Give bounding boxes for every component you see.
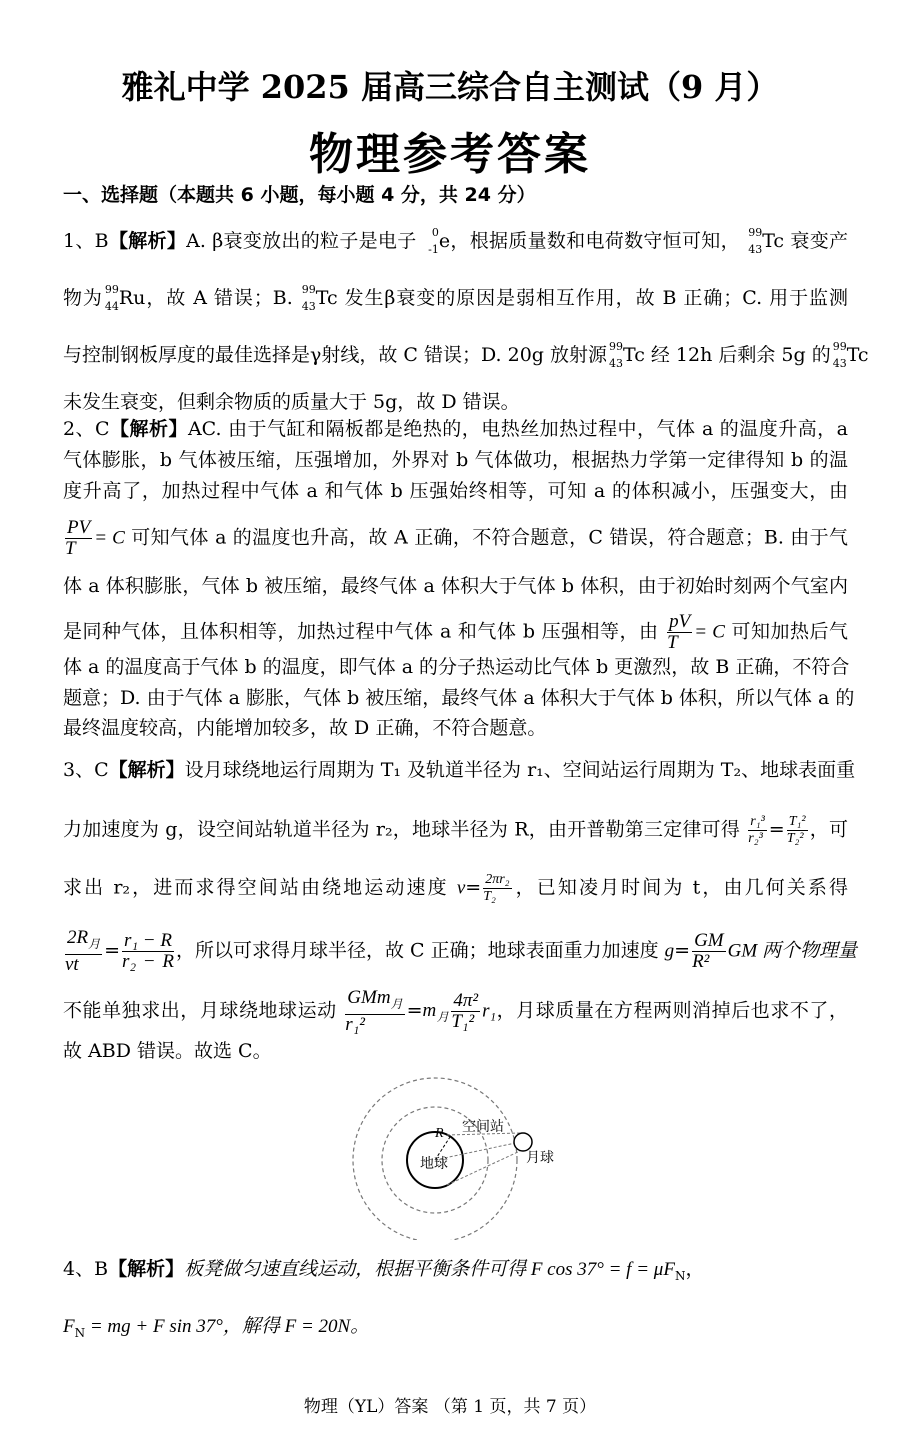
q3-line-1: 3、C【解析】设月球绕地运行周期为 T₁ 及轨道半径为 r₁、空间站运行周期为 T₂、地球表面重 [63,759,856,781]
q2-line-8: 题意；D. 由于气体 a 膨胀，气体 b 被压缩，最终气体 a 体积大于气体 b 体积，所以气体 a 的 [63,687,855,709]
formula-gravity: $\frac{GM}{\text{R²}}$ [692,929,724,972]
q1-line-4: 未发生衰变，但剩余物质的质量大于 5g，故 D 错误。 [63,391,520,413]
q2-line-5: 体 a 体积膨胀，气体 b 被压缩，最终气体 a 体积大于气体 b 体积，由于初始时刻两个气室内 [63,575,848,597]
moon-label: 月球 [526,1150,554,1166]
formula-orbit: $\frac{GMm_月}{\text{r₁²}}$ [345,987,403,1035]
q1-line-3: 与控制钢板厚度的最佳选择是γ射线，故 C 错误；D. 20g 放射源 99 43 Tc 经 12h 后剩余 5g 的 99 43 Tc [63,340,869,370]
q3-line-2: 力加速度为 g，设空间站轨道半径为 r₂，地球半径为 R，由开普勒第三定律可得 $\frac{\text{r₁³}}{\text{r₂³}}$ = $\frac{\text{T₁²}}{\text{T₂²}}$ ，可 [63,814,848,846]
formula-kepler: $\frac{\text{r₁³}}{\text{r₂³}}$ [748,814,765,846]
q2-line-7: 体 a 的温度高于气体 b 的温度，即气体 a 的分子热运动比气体 b 更激烈，故 B 正确，不符合 [63,656,850,678]
q2-line-4: $\frac{PV}{T}$ = C 可知气体 a 的温度也升高，故 A 正确，不符合题意，C 错误，符合题意；B. 由于气 [65,517,848,559]
q3-line-5: 不能单独求出，月球绕地球运动 $\frac{GMm_月}{\text{r₁²}}$ $=m_月$ $\frac{\text{4π²}}{\text{T₁²}}$ r₁，月球质量在方程两则消掉后也求不了， [63,987,848,1035]
earth-label: 地球 [420,1156,448,1172]
formula-geometry: $\frac{2R_月}{vt}$ [65,927,101,975]
moon-circle [514,1133,532,1151]
q3-line-6: 故 ABD 错误。故选 C。 [63,1040,272,1062]
page-subtitle: 物理参考答案 [309,129,591,180]
q2-line-9: 最终温度较高，内能增加较多，故 D 正确，不符合题意。 [63,717,547,739]
q4-line-1: 4、B【解析】板凳做匀速直线运动，根据平衡条件可得 F $\cos 37^\circ = f = \mu F_N$， [63,1258,705,1283]
page-title: 雅礼中学 2025 届高三综合自主测试（9 月） [121,68,779,106]
formula-velocity: $\frac{\text{2πr₂}}{\text{T₂}}$ [483,872,510,904]
q2-line-6: 是同种气体，且体积相等，加热过程中气体 a 和气体 b 压强相等，由 $\frac{pV}{T}$ = C 可知加热后气 [63,611,849,653]
q3-line-3: 求出 r₂，进而求得空间站由绕地运动速度 v= $\frac{\text{2πr₂}}{\text{T₂}}$ ，已知凌月时间为 t，由几何关系得 [63,872,848,904]
q2-line-1: 2、C【解析】AC. 由于气缸和隔板都是绝热的，电热丝加热过程中，气体 a 的温度升高，a [63,418,848,440]
station-label: 空间站 [462,1119,504,1135]
q2-line-3: 度升高了，加热过程中气体 a 和气体 b 压强始终相等，可知 a 的体积减小，压强变大，由 [63,480,848,502]
q3-line-4: $\frac{2R_月}{vt}$ = $\frac{\text{r₁ − R}}{\text{r₂ − R}}$ ，所以可求得月球半径，故 C 正确；地球表面重力加速度 g= $\frac{GM}{\text{R²}}$ GM 两个物理量 [65,927,857,975]
q2-line-2: 气体膨胀，b 气体被压缩，压强增加，外界对 b 气体做功，根据热力学第一定律得知 b 的温 [63,449,848,471]
q1-line-2: 物为 99 44 Ru，故 A 错误；B. 99 43 Tc 发生β衰变的原因是弱相互作用，故 B 正确；C. 用于监测 [63,283,848,313]
radius-label: R [435,1126,444,1141]
q4-line-2: $F_N$ = mg + F sin 37°，解得 F = 20N。 [63,1316,370,1340]
page-footer: 物理（YL）答案 （第 1 页，共 7 页） [303,1397,597,1417]
q1-line-1: 1、B【解析】A. β衰变放出的粒子是电子 0 -1 e，根据质量数和电荷数守恒可知， 99 43 Tc 衰变产 [63,226,848,256]
section-heading: 一、选择题（本题共 6 小题，每小题 4 分，共 24 分） [63,184,536,206]
formula-pv-over-t-2: $\frac{pV}{T}$ [667,611,691,653]
orbit-diagram [340,1075,580,1240]
formula-pv-over-t: $\frac{PV}{T}$ [65,517,91,559]
